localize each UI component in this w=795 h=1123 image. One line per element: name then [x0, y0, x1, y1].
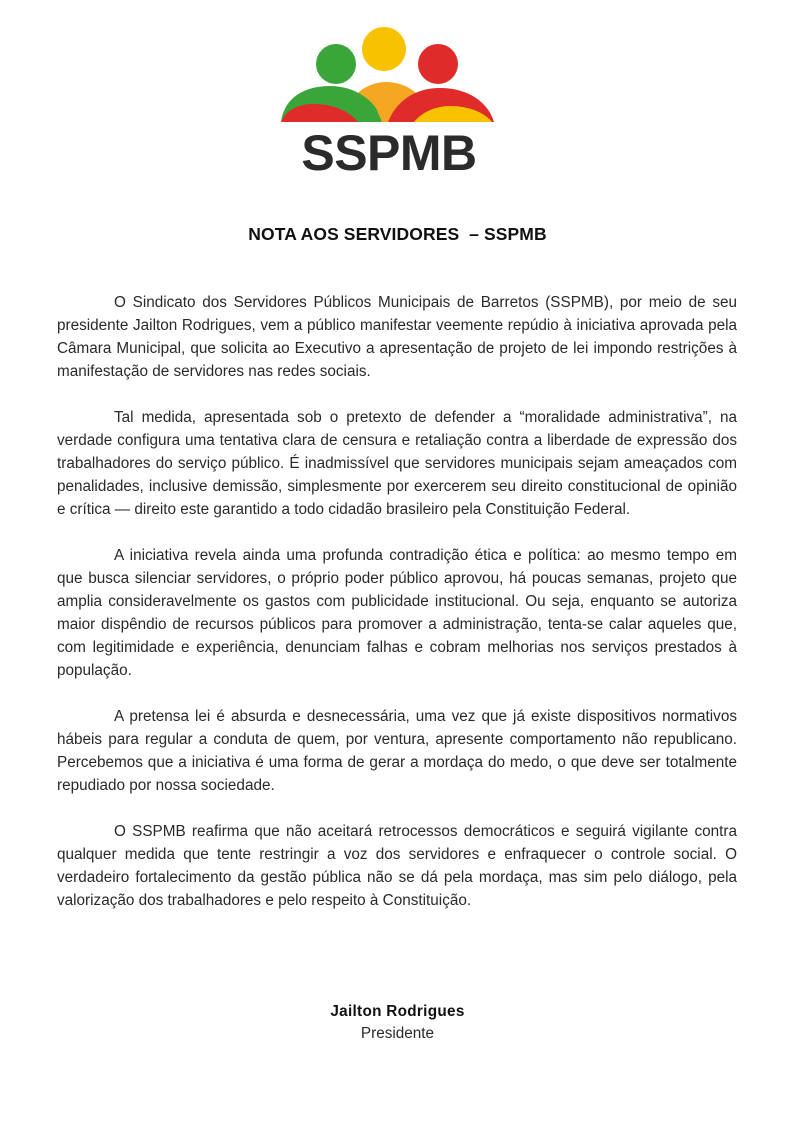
- paragraph: A iniciativa revela ainda uma profunda contradição ética e política: ao mesmo tempo em que busca silenciar servidores, o próprio poder público aprovou, há poucas semanas, projeto que amplia consideravelmente os gastos com publicidade institucional. Ou seja, enquanto se autoriza maior dispêndio de recursos públicos para promover a administração, tenta-se calar aqueles que, com legitimidade e experiência, denunciam falhas e cobram melhorias nos serviços prestados à população.: [57, 547, 737, 679]
- paragraph: O SSPMB reafirma que não aceitará retrocessos democráticos e seguirá vigilante contra qualquer medida que tente restringir a voz dos servidores e enfraquecer o controle social. O verdadeiro fortalecimento da gestão pública não se dá pela mordaça, mas sim pelo diálogo, pela valorização dos trabalhadores e pelo respeito à Constituição.: [57, 823, 737, 909]
- signature-name: Jailton Rodrigues: [330, 1003, 465, 1020]
- page-title: NOTA AOS SERVIDORES – SSPMB: [248, 224, 547, 244]
- logo-head-red: [418, 44, 458, 84]
- paragraph: Tal medida, apresentada sob o pretexto de defender a “moralidade administrativa”, na verdade configura uma tentativa clara de censura e retaliação contra a liberdade de expressão dos trabalhadores do serviço público. É inadmissível que servidores municipais sejam ameaçados com penalidades, inclusive demissão, simplesmente por exercerem seu direito constitucional de opinião e crítica — direito este garantido a todo cidadão brasileiro pela Constituição Federal.: [57, 409, 737, 518]
- logo-head-green: [316, 44, 356, 84]
- signature-block: [0, 1001, 795, 1045]
- sspmb-logo: [278, 24, 500, 176]
- logo-head-yellow: [362, 27, 406, 71]
- paragraph: O Sindicato dos Servidores Públicos Municipais de Barretos (SSPMB), por meio de seu presidente Jailton Rodrigues, vem a público manifestar veemente repúdio à iniciativa aprovada pela Câmara Municipal, que solicita ao Executivo a apresentação de projeto de lei impondo restrições à manifestação de servidores nas redes sociais.: [57, 294, 737, 380]
- signature-role: Presidente: [360, 1025, 435, 1042]
- logo-wordmark: SSPMB: [301, 125, 477, 176]
- sspmb-logo-graphic: [278, 24, 500, 176]
- paragraph: A pretensa lei é absurda e desnecessária, uma vez que já existe dispositivos normativos hábeis para regular a conduta de quem, por ventura, apresente comportamento não republicano. Percebemos que a iniciativa é uma forma de gerar a mordaça do medo, o que deve ser totalmente repudiado por nossa sociedade.: [57, 708, 737, 794]
- document-body: [57, 291, 737, 935]
